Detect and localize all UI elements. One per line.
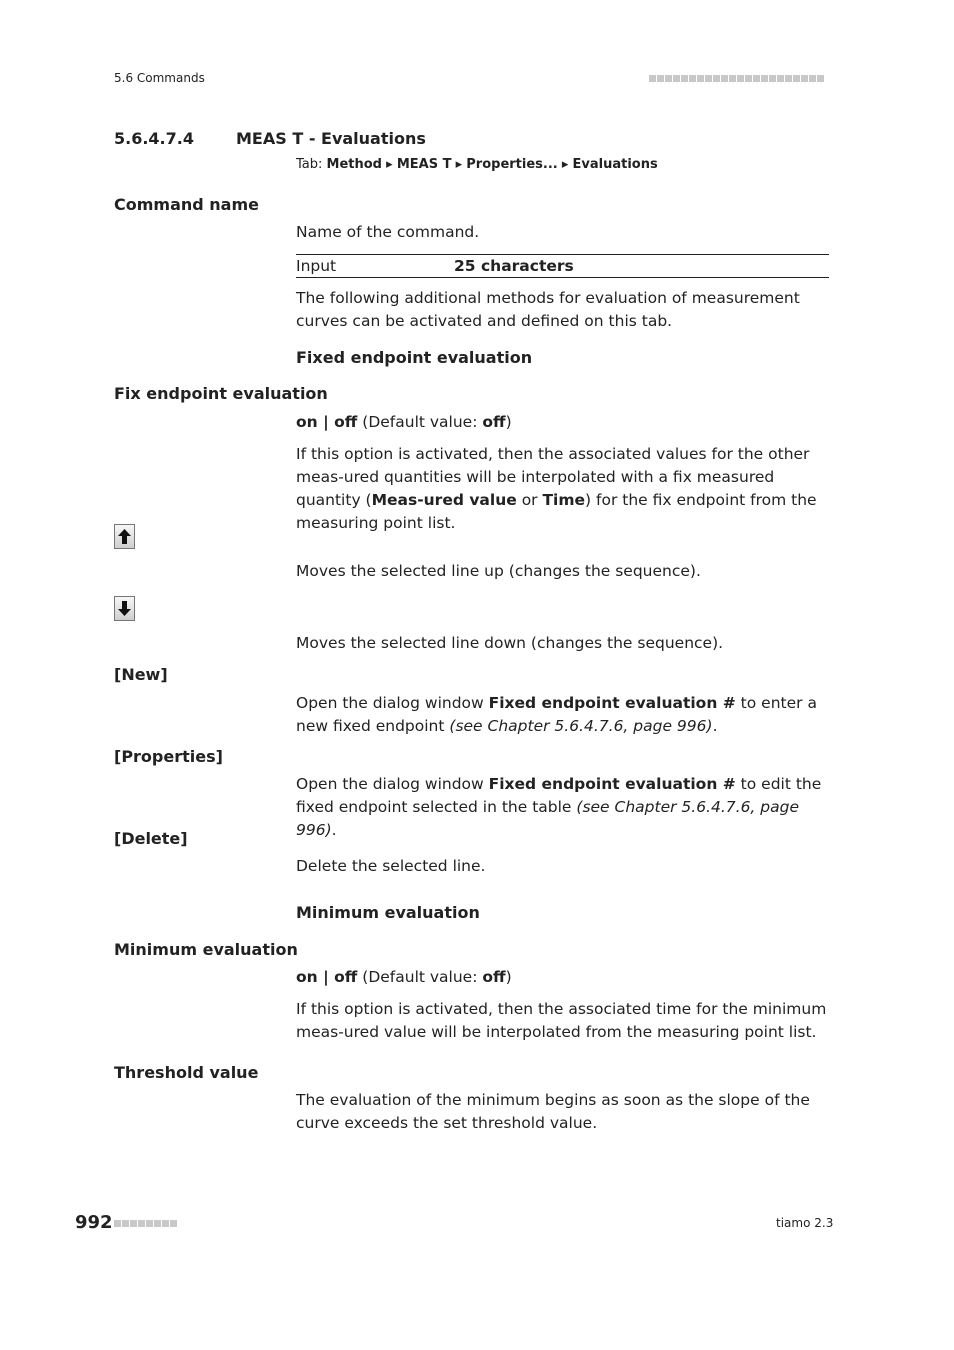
- command-name-desc: Name of the command.: [296, 223, 480, 241]
- new-button-label: [New]: [114, 665, 168, 684]
- command-name-extra: The following additional methods for evaluation of measurement curves can be activated and defined on this tab.: [296, 289, 800, 330]
- desc-text: or: [516, 491, 543, 509]
- desc-text: ) for the fix endpoint from the measuring point list.: [296, 491, 817, 532]
- tab-path-item: MEAS T: [396, 157, 452, 172]
- minimum-label: Minimum evaluation: [114, 940, 298, 959]
- minimum-heading: Minimum evaluation: [296, 903, 480, 922]
- section-title: MEAS T - Evaluations: [236, 129, 426, 148]
- minimum-default: [296, 966, 831, 989]
- new-desc: [296, 692, 831, 738]
- move-up-desc: Moves the selected line up (changes the sequence).: [296, 562, 701, 580]
- chapter-reference-link[interactable]: (see Chapter 5.6.4.7.6, page 996): [449, 717, 713, 735]
- desc-text: .: [331, 821, 337, 839]
- tab-path: [296, 157, 658, 172]
- fixed-endpoint-heading: Fixed endpoint evaluation: [296, 348, 533, 367]
- desc-text: to edit the fixed endpoint selected in the table: [296, 775, 822, 816]
- desc-text: to enter a new fixed endpoint: [296, 694, 817, 735]
- properties-button-label: [Properties]: [114, 747, 223, 766]
- dialog-name: Fixed endpoint evaluation #: [488, 694, 736, 712]
- dialog-name: Fixed endpoint evaluation #: [488, 775, 736, 793]
- tab-path-item: Method: [326, 157, 382, 172]
- move-down-button[interactable]: [114, 596, 135, 621]
- desc-text: Open the dialog window: [296, 694, 489, 712]
- tab-path-prefix: Tab:: [296, 157, 327, 172]
- tab-path-separator: ▸: [386, 157, 393, 172]
- section-number: 5.6.4.7.4: [114, 129, 194, 148]
- default-suffix: ): [505, 968, 512, 986]
- page-number: 992: [75, 1212, 113, 1233]
- default-prefix: (Default value:: [357, 968, 483, 986]
- default-prefix: (Default value:: [357, 413, 483, 431]
- delete-desc: Delete the selected line.: [296, 857, 486, 875]
- threshold-label: Threshold value: [114, 1063, 259, 1082]
- input-spec-table: [296, 254, 829, 278]
- footer-dots-decoration: [114, 1220, 177, 1227]
- fix-endpoint-desc: [296, 443, 831, 535]
- move-up-button[interactable]: [114, 524, 135, 549]
- tab-path-separator: ▸: [561, 157, 569, 172]
- fix-endpoint-options: on | off: [296, 413, 358, 431]
- properties-desc: [296, 773, 831, 842]
- command-name-label: Command name: [114, 195, 259, 214]
- input-key: Input: [296, 257, 337, 275]
- product-name: tiamo 2.3: [776, 1216, 834, 1230]
- delete-button-label: [Delete]: [114, 829, 188, 848]
- arrow-down-icon: [117, 600, 132, 617]
- desc-text: If this option is activated, then the associated values for the other meas-ured quantities will be interpolated with a fix measured quantity (: [296, 445, 810, 509]
- move-down-desc: Moves the selected line down (changes the sequence).: [296, 634, 724, 652]
- tab-path-item: Evaluations: [572, 157, 658, 172]
- desc-bold: Time: [542, 491, 586, 509]
- minimum-desc: If this option is activated, then the associated time for the minimum meas-ured value will be interpolated from the measuring point list.: [296, 1000, 827, 1041]
- default-value: off: [482, 413, 506, 431]
- desc-bold: Meas-ured value: [371, 491, 517, 509]
- running-header: 5.6 Commands: [114, 71, 205, 85]
- tab-path-separator: ▸: [455, 157, 463, 172]
- fix-endpoint-label: Fix endpoint evaluation: [114, 384, 328, 403]
- default-value: off: [482, 968, 506, 986]
- minimum-options: on | off: [296, 968, 358, 986]
- fix-endpoint-default: [296, 411, 831, 434]
- header-dots-decoration: [649, 75, 824, 82]
- input-value: 25 characters: [454, 257, 574, 275]
- tab-path-item: Properties...: [466, 157, 558, 172]
- chapter-reference-link[interactable]: (see Chapter 5.6.4.7.6, page 996): [296, 798, 799, 839]
- default-suffix: ): [505, 413, 512, 431]
- threshold-desc: The evaluation of the minimum begins as soon as the slope of the curve exceeds the set threshold value.: [296, 1091, 810, 1132]
- desc-text: Open the dialog window: [296, 775, 489, 793]
- desc-text: .: [712, 717, 718, 735]
- arrow-up-icon: [117, 528, 132, 545]
